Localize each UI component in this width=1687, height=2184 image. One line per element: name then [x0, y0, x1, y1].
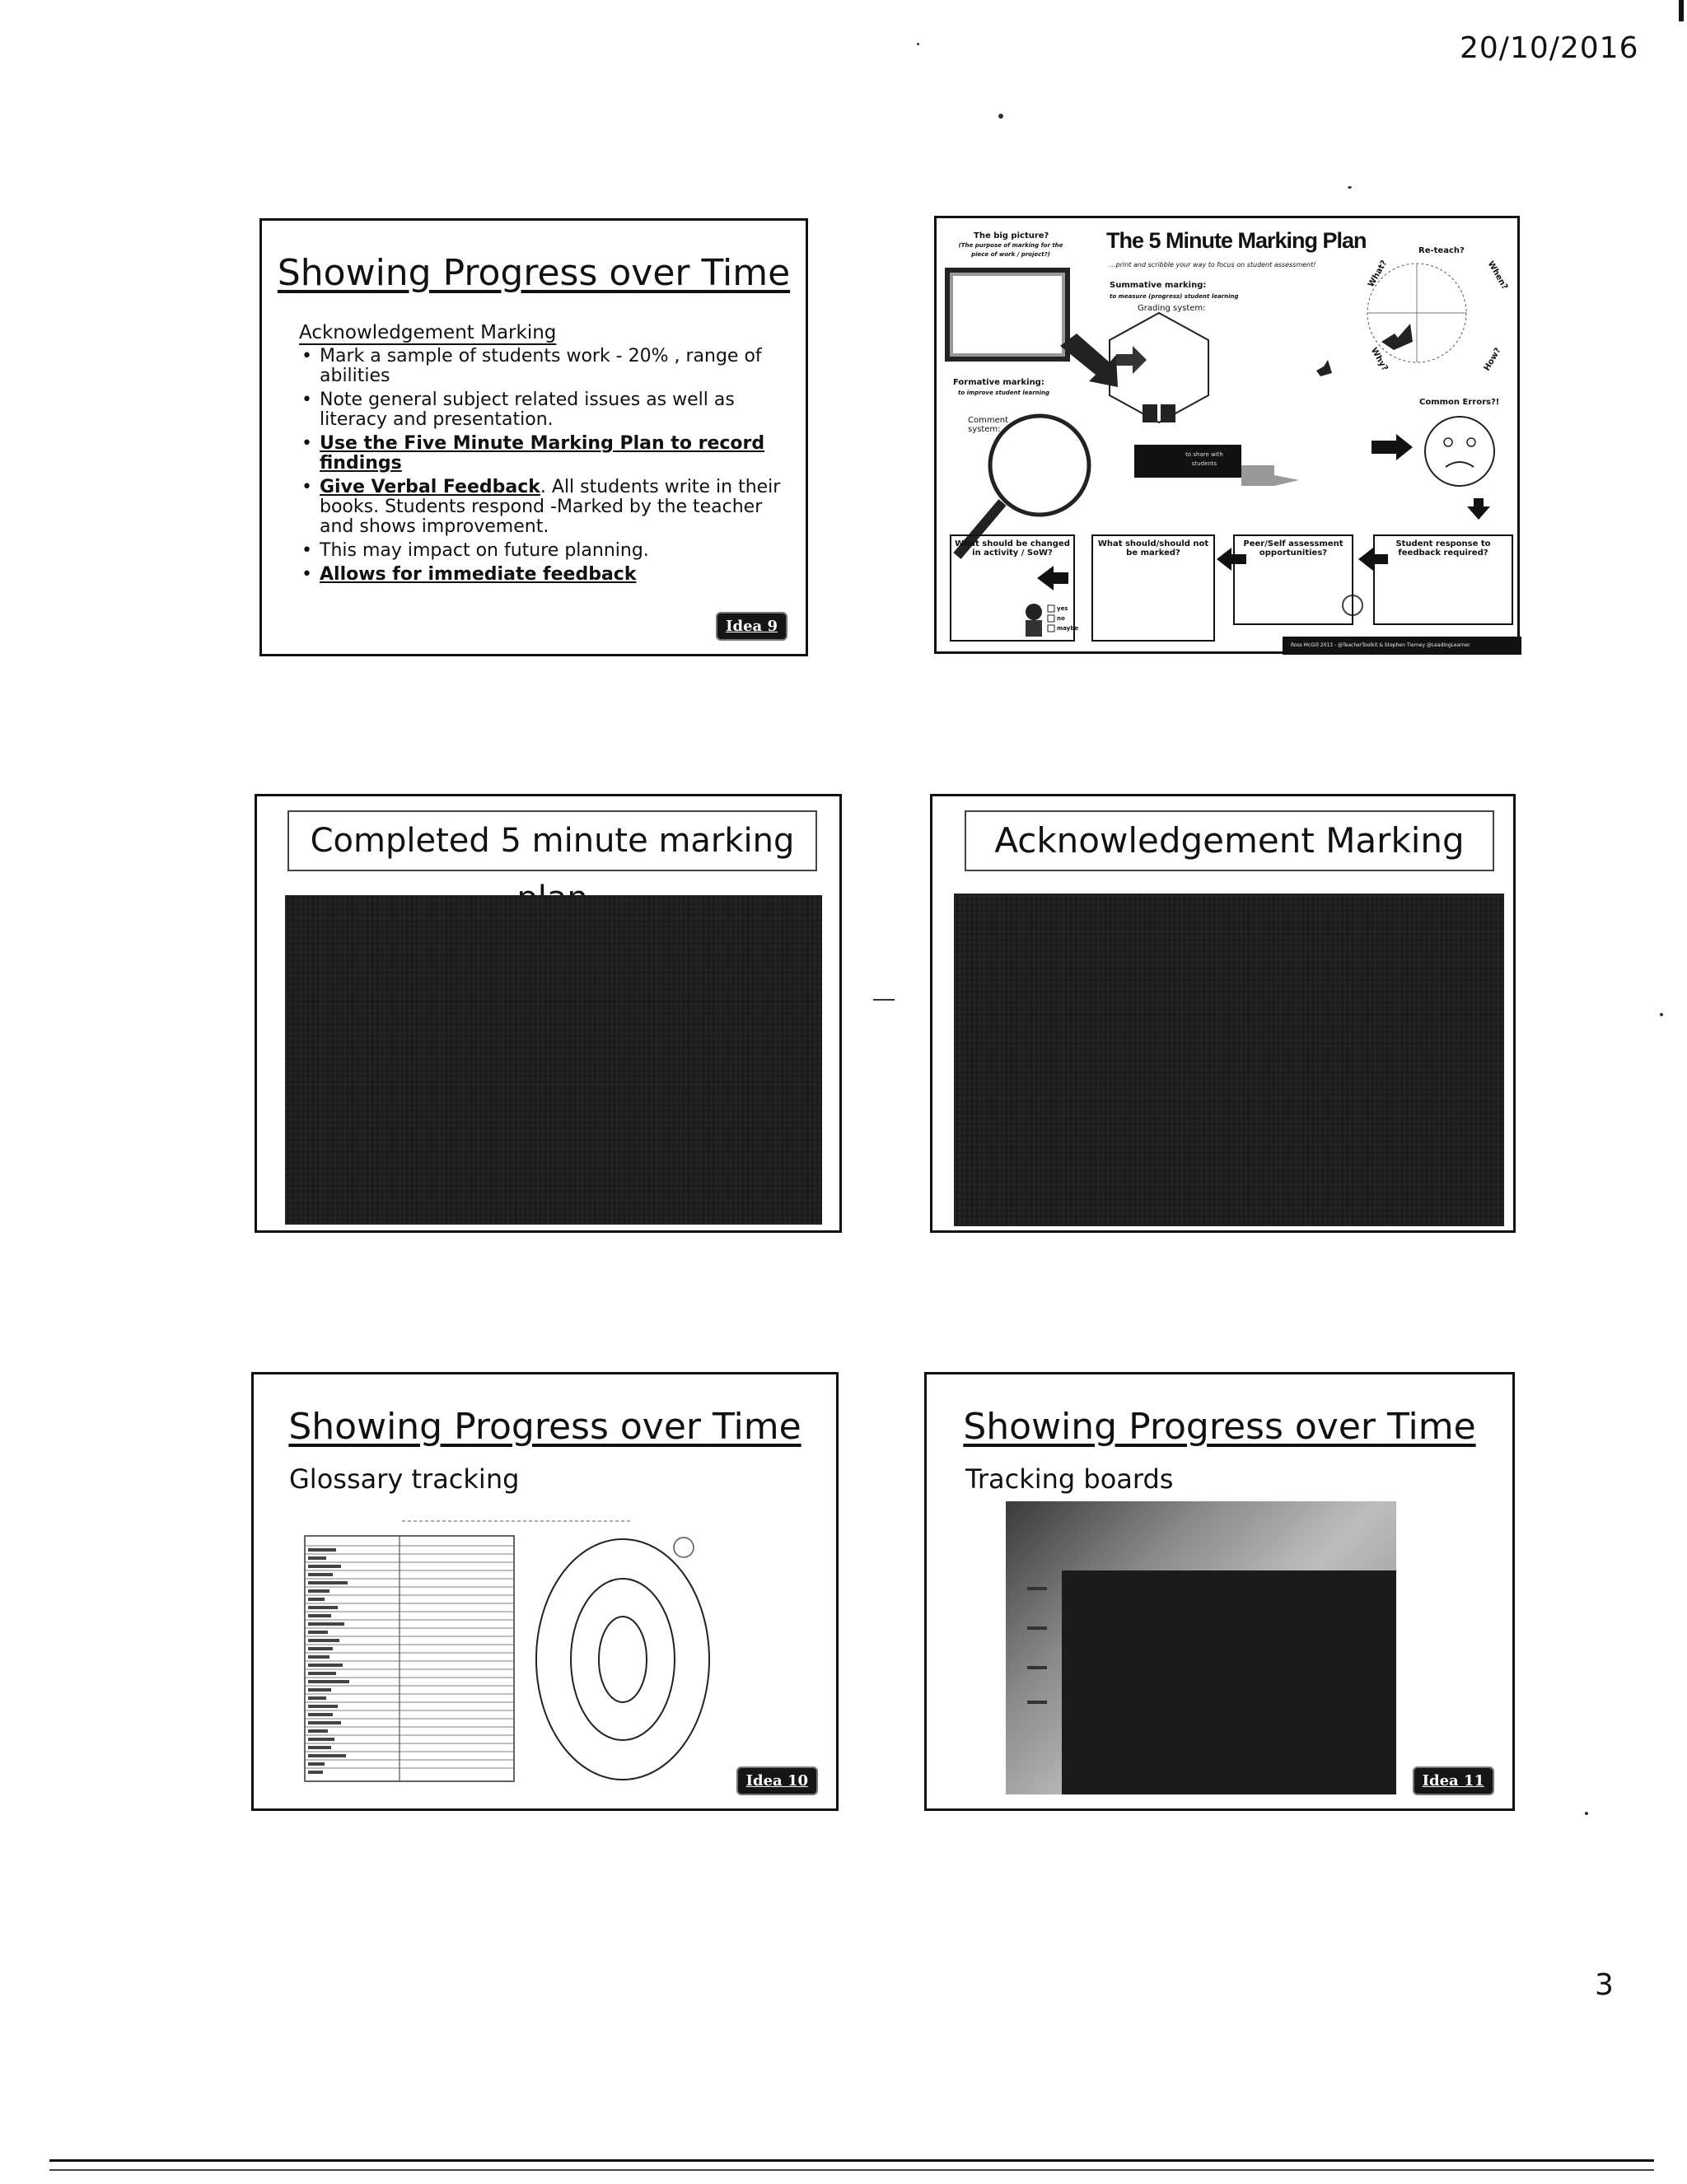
middle-ring — [571, 1579, 675, 1740]
bullet-item: • Mark a sample of students work - 20% , range of abilities — [298, 347, 784, 386]
summative-sub: to measure (progress) student learning — [1110, 293, 1239, 300]
scan-speck — [1660, 1013, 1663, 1016]
scan-speck — [873, 999, 895, 1001]
check-yes: yes — [1057, 605, 1068, 612]
sad-face-eye — [1467, 438, 1475, 446]
grading-label: Grading system: — [1138, 304, 1206, 313]
slide-acknowledgement — [930, 794, 1516, 1233]
scan-speck — [1585, 1812, 1588, 1815]
bullet-text: . All students write in their books. Students respond -Marked by the teacher and shows improvement. — [320, 477, 781, 537]
arrow-shape — [1116, 346, 1147, 374]
slide-subtitle: Glossary tracking — [289, 1463, 520, 1495]
arrow-shape — [1467, 498, 1490, 520]
page-date: 20/10/2016 — [1460, 31, 1639, 65]
scan-speck — [1348, 186, 1352, 189]
idea-badge: Idea 10 — [736, 1766, 818, 1795]
glossary-graphic — [254, 1374, 841, 1813]
what-label: What? — [1367, 259, 1390, 289]
summative-label: Summative marking: — [1110, 281, 1207, 290]
arrow-shape — [1372, 434, 1413, 460]
reteach-label: Re-teach? — [1418, 246, 1465, 255]
hexagon-shape — [1110, 313, 1208, 422]
table-rows — [305, 1546, 514, 1768]
slide-title: Completed 5 minute marking — [287, 810, 817, 871]
page-number: 3 — [1595, 1968, 1614, 2002]
plan-box-marked: What should/should not be marked? — [1091, 534, 1215, 642]
tracking-board-photo — [1006, 1501, 1396, 1794]
idea-badge: Idea 9 — [716, 612, 787, 641]
check-maybe: maybe — [1057, 625, 1079, 632]
slide-title: Acknowledgement Marking — [965, 810, 1494, 871]
plan-box-response: Student response to feedback required? — [1373, 534, 1513, 625]
slide-glossary-tracking — [251, 1372, 839, 1811]
bullet-item — [298, 565, 784, 585]
dark-bar-label: to share with students — [1185, 451, 1223, 467]
bullet-link[interactable]: Give Verbal Feedback — [320, 477, 540, 497]
idea-badge: Idea 11 — [1413, 1766, 1494, 1795]
section-heading: Acknowledgement Marking — [299, 322, 557, 343]
slide-title: Showing Progress over Time — [963, 1406, 1476, 1448]
scan-rule — [49, 2169, 1654, 2171]
sad-face-mouth — [1446, 462, 1474, 467]
arrow-shape — [1241, 465, 1299, 486]
outer-ring — [536, 1539, 709, 1780]
glossary-table — [305, 1536, 514, 1781]
grade-square — [1161, 404, 1175, 422]
slide-showing-progress-1 — [259, 218, 808, 656]
when-label: When? — [1485, 259, 1510, 292]
arrow-shape — [1381, 324, 1413, 350]
board-panel — [1062, 1570, 1396, 1794]
magnifier-lens — [990, 416, 1089, 515]
board-marks — [1027, 1626, 1047, 1630]
check-no: no — [1057, 615, 1065, 622]
formative-label: Formative marking: — [953, 378, 1044, 387]
slide-subtitle: Tracking boards — [965, 1463, 1174, 1495]
plan-box-peer: Peer/Self assessment opportunities? — [1233, 534, 1353, 625]
inner-ring — [599, 1617, 647, 1702]
common-errors-label: Common Errors?! — [1419, 398, 1500, 407]
why-label: Why? — [1368, 346, 1390, 373]
big-picture-sub: (The purpose of marking for the piece of work / project?) — [958, 242, 1063, 258]
slide-completed-plan — [255, 794, 842, 1233]
scan-speck — [917, 43, 919, 45]
plan-box-activity: What should be changed in activity / SoW? — [950, 534, 1075, 642]
credit-line: Ross McGill 2013 - @TeacherToolkit & Stephen Tierney @LeadingLearner — [1291, 642, 1470, 648]
slide-title: Showing Progress over Time — [277, 252, 791, 294]
bullet-list — [298, 347, 784, 589]
board-marks — [1027, 1701, 1047, 1704]
bullet-link[interactable]: Allows for immediate feedback — [320, 564, 637, 585]
bullet-item — [298, 434, 784, 474]
sad-face-eye — [1444, 438, 1452, 446]
board-marks — [1027, 1587, 1047, 1590]
arrow-shape — [1316, 360, 1332, 376]
scan-rule — [49, 2159, 1654, 2162]
grade-square — [1143, 404, 1157, 422]
plan-tagline: ...print and scribble your way to focus on student assessment! — [1110, 261, 1316, 268]
how-label: How? — [1482, 346, 1503, 373]
comment-label: Comment system: — [968, 416, 1008, 434]
board-marks — [1027, 1666, 1047, 1669]
marking-photo — [954, 894, 1504, 1226]
formative-sub: to improve student learning — [958, 390, 1050, 396]
edge-mark — [1679, 0, 1684, 21]
slide-marking-plan — [934, 216, 1520, 654]
scan-speck — [998, 114, 1003, 119]
slide-tracking-boards — [924, 1372, 1515, 1811]
plan-title: The 5 Minute Marking Plan — [1106, 228, 1367, 253]
sad-face — [1425, 417, 1494, 486]
big-picture-label: The big picture? — [974, 231, 1049, 240]
bullet-item: • This may impact on future planning. — [298, 541, 784, 561]
bullet-link[interactable]: Use the Five Minute Marking Plan to record findings — [320, 433, 765, 474]
bullet-item — [298, 478, 784, 537]
bullet-item: • Note general subject related issues as well as literacy and presentation. — [298, 390, 784, 430]
slide-title: Showing Progress over Time — [288, 1406, 801, 1448]
doodle — [674, 1538, 694, 1557]
plan-photo — [285, 895, 822, 1225]
